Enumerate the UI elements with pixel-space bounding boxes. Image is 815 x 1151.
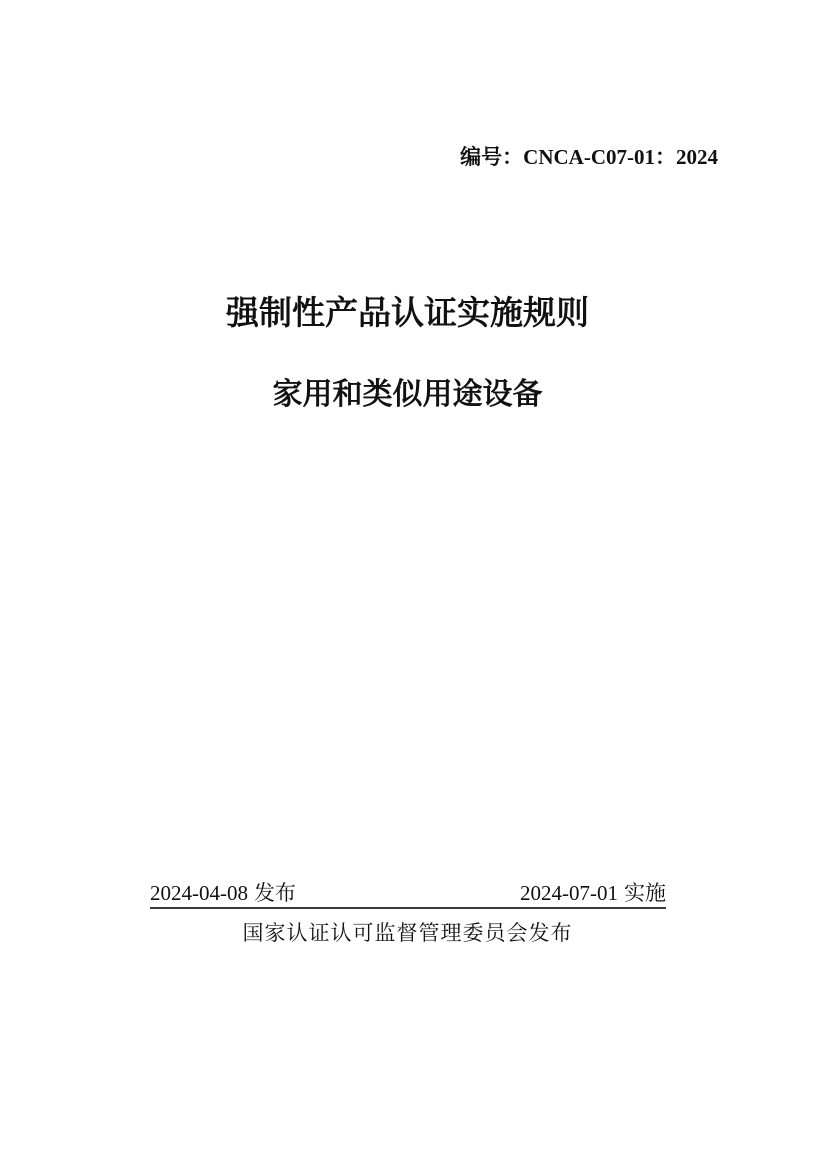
- implementation-date-label: 实施: [624, 881, 666, 905]
- issue-date-group: [150, 882, 296, 904]
- dates-row: [150, 882, 666, 909]
- issue-date: 2024-04-08: [150, 881, 248, 905]
- implementation-date: 2024-07-01: [520, 881, 618, 905]
- implementation-date-group: [520, 882, 666, 904]
- page-title: 强制性产品认证实施规则: [226, 296, 589, 332]
- doc-number: 编号：CNCA-C07-01：2024: [460, 145, 718, 169]
- page-subtitle: 家用和类似用途设备: [272, 378, 543, 411]
- issue-date-label: 发布: [254, 881, 296, 905]
- publisher-line: 国家认证认可监督管理委员会发布: [242, 921, 573, 945]
